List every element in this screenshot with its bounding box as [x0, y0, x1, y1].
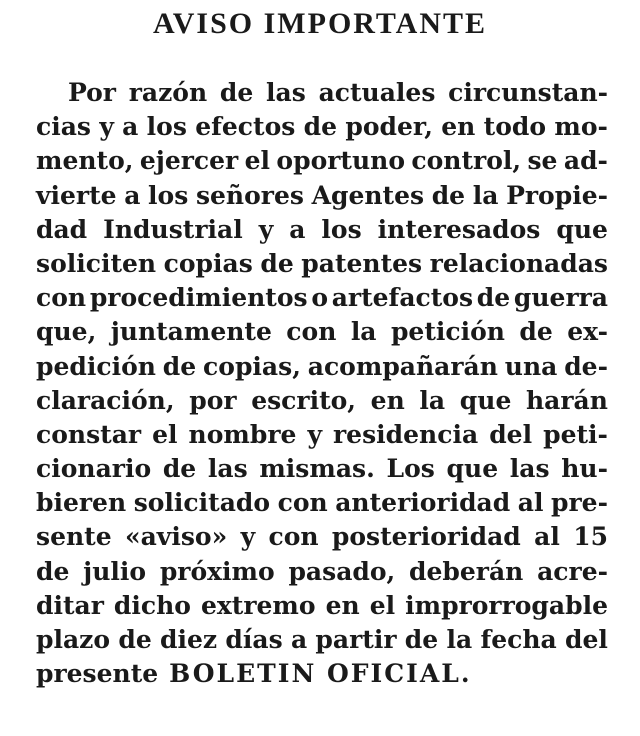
notice-word: cionario	[36, 454, 152, 484]
notice-word: efectos	[195, 112, 296, 142]
notice-word: con	[286, 317, 337, 347]
notice-word: con	[268, 522, 319, 552]
notice-word: que,	[36, 317, 97, 347]
notice-word: harán	[526, 385, 608, 415]
notice-word: improrrogable	[405, 590, 608, 620]
notice-word: residencia	[333, 419, 479, 449]
notice-line	[36, 350, 608, 384]
notice-word: de-	[564, 351, 608, 381]
notice-word: Industrial	[103, 214, 243, 244]
notice-word: ejercer	[139, 146, 239, 176]
notice-word: extremo	[201, 590, 316, 620]
notice-word: pre-	[551, 488, 608, 518]
notice-word: julio	[83, 556, 147, 586]
notice-word: los	[146, 112, 187, 142]
notice-title: AVISO IMPORTANTE	[152, 7, 488, 40]
notice-word: de	[162, 351, 197, 381]
notice-line	[36, 486, 608, 520]
notice-word: las	[509, 454, 550, 484]
notice-word: que	[556, 214, 608, 244]
notice-word: de	[404, 625, 439, 654]
notice-word: razón	[128, 78, 208, 107]
notice-word: dicho	[113, 590, 191, 620]
notice-word: todo	[483, 112, 547, 142]
notice-word: oportuno	[276, 146, 405, 176]
notice-word: bieren	[36, 488, 127, 518]
notice-word: de	[162, 454, 197, 484]
notice-word: la	[446, 625, 473, 654]
notice-word: el	[152, 419, 178, 449]
notice-word: nombre	[188, 419, 297, 449]
notice-word: a	[122, 112, 139, 142]
notice-word: de	[519, 317, 553, 347]
notice-body	[36, 76, 608, 691]
notice-word: escrito,	[251, 385, 357, 415]
notice-word: «aviso»	[124, 522, 228, 552]
notice-word: circunstan-	[448, 78, 608, 107]
notice-word: Por	[68, 78, 116, 107]
notice-line	[36, 315, 608, 349]
notice-word: mismas.	[259, 454, 375, 484]
notice-word: plazo	[36, 625, 111, 654]
notice-line	[36, 179, 608, 213]
notice-line	[36, 555, 608, 589]
notice-word: días	[225, 625, 283, 654]
notice-word: diez	[160, 625, 218, 654]
notice-word: patentes	[301, 248, 423, 278]
notice-word: copias,	[203, 351, 301, 381]
notice-word: de	[260, 248, 294, 278]
notice-word: poder,	[345, 112, 433, 142]
notice-word: al	[517, 488, 544, 518]
notice-word: en	[441, 112, 476, 142]
notice-word: la	[419, 385, 446, 415]
notice-word: solicitado	[133, 488, 271, 518]
notice-word: procedimientos	[89, 283, 308, 313]
notice-word: a	[289, 214, 306, 244]
notice-word: mo-	[554, 112, 608, 142]
notice-word: que	[446, 454, 499, 484]
notice-line	[36, 520, 608, 554]
notice-word: copias	[163, 248, 253, 278]
notice-word: Propie-	[506, 180, 608, 210]
notice-word: de	[476, 283, 511, 313]
notice-word: en	[370, 385, 405, 415]
notice-word: que	[459, 385, 512, 415]
notice-word: la	[350, 317, 377, 347]
notice-word: hu-	[561, 454, 608, 484]
notice-word: se	[527, 146, 558, 176]
notice-word: posterioridad	[331, 522, 521, 552]
notice-word: Agentes	[311, 180, 425, 210]
notice-line	[36, 281, 608, 315]
notice-word: control,	[411, 146, 522, 176]
notice-line	[36, 110, 608, 144]
notice-line	[36, 452, 608, 486]
notice-word: el	[244, 146, 271, 176]
notice-word: de	[36, 556, 70, 586]
notice-word: pasado,	[288, 556, 396, 586]
notice-word: de	[303, 112, 338, 142]
notice-word: de	[219, 78, 254, 107]
notice-line	[36, 418, 608, 452]
notice-word: deberán	[409, 556, 524, 586]
notice-word: dad	[36, 214, 88, 244]
notice-word: y	[240, 522, 256, 552]
notice-word: artefactos	[331, 283, 474, 313]
notice-word: la	[472, 180, 499, 210]
notice-word: y	[307, 419, 322, 449]
notice-word: peti-	[543, 419, 608, 449]
notice-word: actuales	[318, 78, 436, 107]
notice-word: partir	[315, 625, 397, 654]
notice-word: interesados	[377, 214, 541, 244]
notice-word: a	[290, 625, 308, 654]
notice-word: soliciten	[36, 248, 157, 278]
notice-word: señores	[195, 180, 304, 210]
notice-line	[36, 589, 608, 623]
notice-word: 15	[573, 522, 608, 552]
notice-word: del	[489, 419, 533, 449]
final-period: .	[460, 659, 470, 689]
notice-word: el	[369, 590, 396, 620]
notice-word: cias	[36, 112, 91, 142]
notice-word: próximo	[159, 556, 275, 586]
notice-final-word: presente	[36, 659, 159, 689]
notice-word: los	[148, 180, 189, 210]
notice-word: o	[311, 283, 328, 313]
notice-word: acompañarán	[307, 351, 498, 381]
notice-word: los	[321, 214, 362, 244]
notice-word: petición	[390, 317, 505, 347]
notice-word: al	[534, 522, 560, 552]
notice-word: pedición	[36, 351, 156, 381]
notice-word: en	[325, 590, 360, 620]
notice-word: y	[99, 112, 114, 142]
notice-line	[36, 384, 608, 418]
notice-word: anterioridad	[335, 488, 511, 518]
notice-word: una	[504, 351, 558, 381]
notice-word: ditar	[36, 590, 104, 620]
notice-word: mento,	[36, 146, 134, 176]
notice-word: ad-	[563, 146, 608, 176]
notice-word: ex-	[567, 317, 608, 347]
notice-word: claración,	[36, 385, 175, 415]
notice-word: y	[258, 214, 274, 244]
notice-line	[36, 76, 608, 110]
notice-line	[36, 247, 608, 281]
notice-line	[36, 213, 608, 247]
notice-word: con	[36, 283, 87, 313]
notice-line	[36, 144, 608, 178]
notice-line	[36, 623, 608, 657]
notice-word: fecha	[480, 625, 557, 654]
notice-word: acre-	[537, 556, 608, 586]
notice-word: Los	[386, 454, 435, 484]
notice-word: juntamente	[110, 317, 272, 347]
notice-word: con	[277, 488, 328, 518]
notice-word: guerra	[513, 283, 608, 313]
notice-word: a	[124, 180, 141, 210]
publication-name: BOLETIN OFICIAL	[169, 659, 461, 689]
notice-final-line	[36, 657, 608, 691]
notice-word: las	[207, 454, 248, 484]
notice-word: por	[189, 385, 237, 415]
notice-word: relacionadas	[429, 248, 608, 278]
notice-word: las	[266, 78, 306, 107]
notice-word: vierte	[36, 180, 117, 210]
notice-word: constar	[36, 419, 142, 449]
notice-word: del	[564, 625, 608, 654]
notice-word: sente	[36, 522, 112, 552]
notice-word: de	[431, 180, 466, 210]
notice-word: de	[118, 625, 152, 654]
